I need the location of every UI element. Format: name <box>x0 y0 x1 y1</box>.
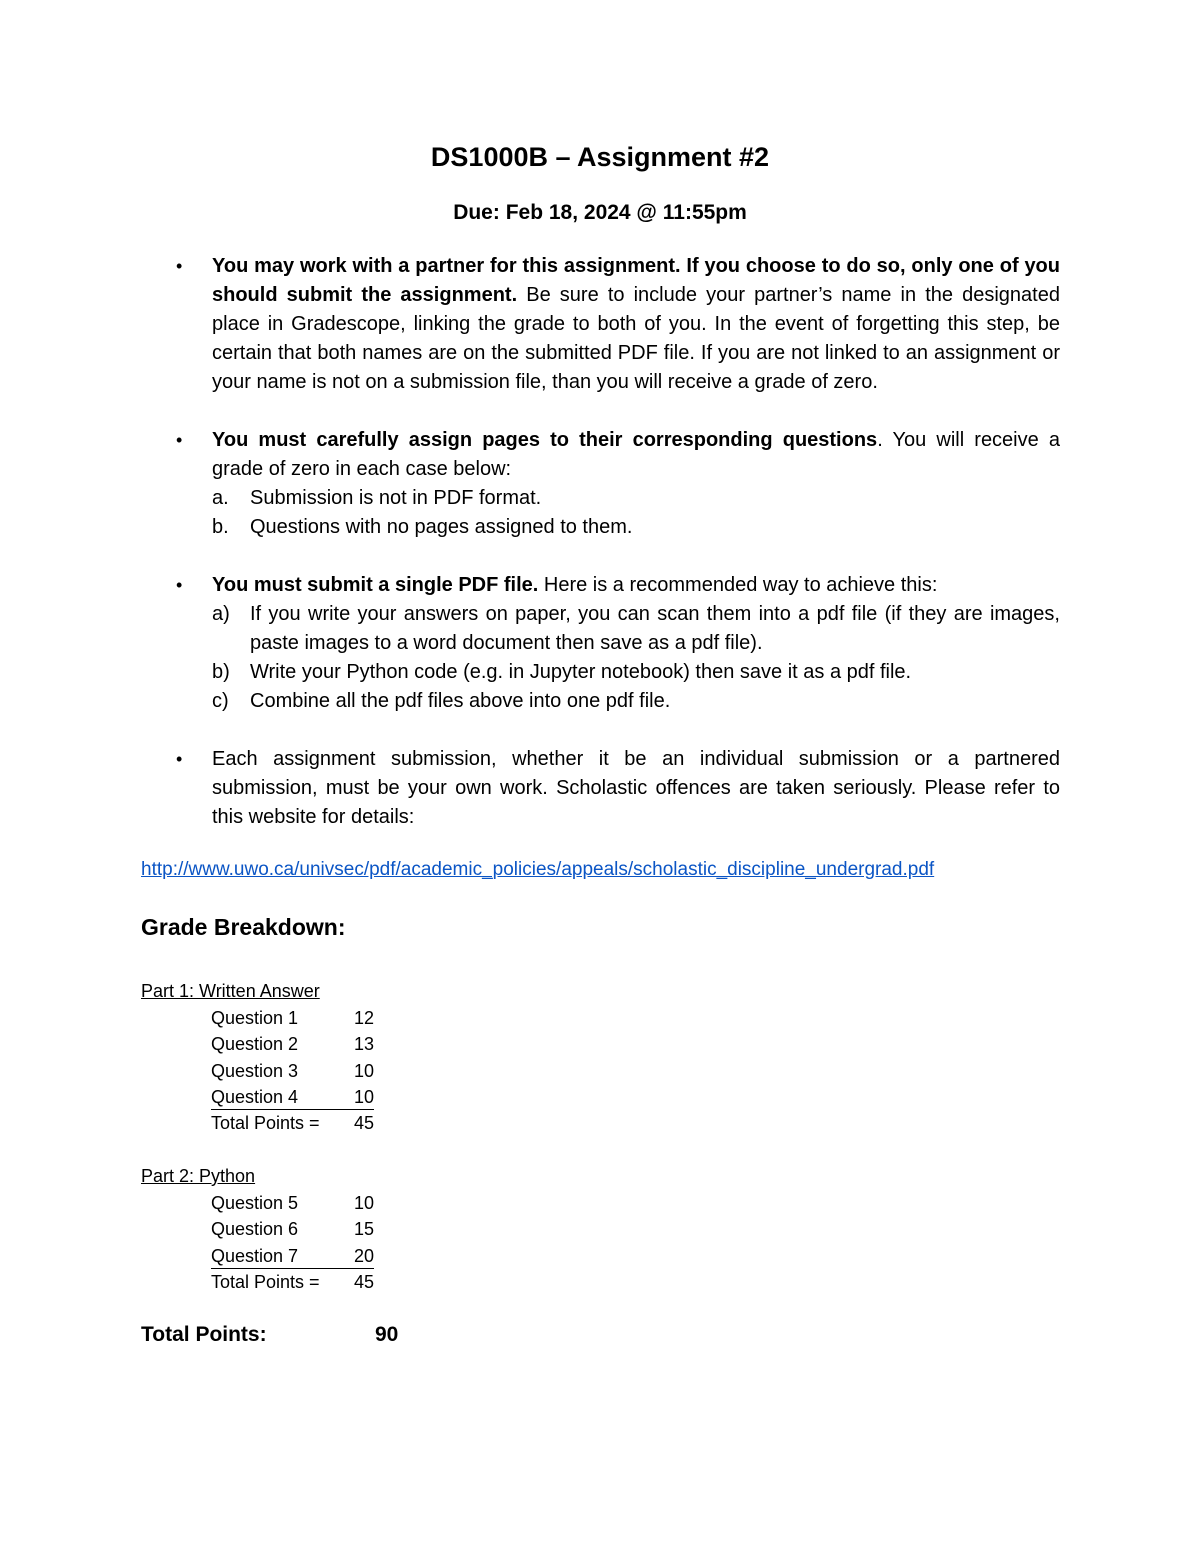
instructions-list <box>170 252 1060 832</box>
bullet-icon: • <box>176 749 183 769</box>
sub-list-item <box>212 513 1060 542</box>
sub-marker: b) <box>212 661 230 683</box>
row-label: Question 3 <box>211 1060 299 1081</box>
sub-list-item <box>212 658 1060 687</box>
table-row <box>211 1005 374 1031</box>
row-label: Question 6 <box>211 1219 299 1240</box>
instruction-bold-text: You must submit a single PDF file. <box>212 574 539 596</box>
row-label: Total Points = <box>211 1271 320 1292</box>
sub-text: If you write your answers on paper, you can scan them into a pdf file (if they are images, paste images to a word document then save as a pdf file). <box>250 603 1060 654</box>
grade-breakdown-heading: Grade Breakdown: <box>141 914 346 940</box>
sub-text: Submission is not in PDF format. <box>250 487 542 509</box>
row-value: 20 <box>353 1245 374 1266</box>
instruction-bold-text: You may work with a partner for this assignment. If you choose to do so, only one of you should submit the assignment. <box>212 255 1060 306</box>
instruction-bold-text: You must carefully assign pages to their corresponding questions <box>212 429 878 451</box>
row-value: 15 <box>353 1219 374 1240</box>
total-points-value: 90 <box>375 1323 399 1346</box>
bullet-icon: • <box>176 256 183 276</box>
sub-marker: a) <box>212 603 230 625</box>
row-label: Question 7 <box>211 1245 299 1266</box>
sub-list <box>212 484 1060 542</box>
part2-title: Part 2: Python <box>141 1166 256 1186</box>
table-row <box>211 1216 374 1242</box>
row-value: 10 <box>353 1193 374 1213</box>
instruction-text: Be sure to include your partner’s name in the designated place in Gradescope, linking the grade to both of you. In the event of forgetting this step, be certain that both names are on the submitted PDF file. If you are not linked to an assignment or your name is not on a submission file, than you will receive a grade of zero. <box>212 284 1060 393</box>
row-label: Question 2 <box>211 1034 299 1055</box>
instruction-text: . You will receive a grade of zero in each case below: <box>212 429 1060 480</box>
total-points-label: Total Points: <box>141 1323 267 1346</box>
page-title: DS1000B – Assignment #2 <box>430 142 770 172</box>
row-value: 45 <box>353 1271 374 1292</box>
table-row <box>211 1031 374 1057</box>
table-row <box>211 1190 374 1216</box>
sub-text: Write your Python code (e.g. in Jupyter notebook) then save it as a pdf file. <box>250 661 912 683</box>
sub-list-item <box>212 484 1060 513</box>
list-item <box>170 571 1060 716</box>
row-value: 10 <box>353 1086 374 1107</box>
table-row <box>211 1084 374 1110</box>
total-row <box>211 1269 374 1295</box>
row-label: Question 4 <box>211 1086 299 1107</box>
list-item <box>170 426 1060 542</box>
sub-text: Combine all the pdf files above into one pdf file. <box>250 690 671 712</box>
part2-table <box>211 1190 374 1295</box>
sub-list <box>212 600 1060 716</box>
table-row <box>211 1058 374 1084</box>
row-value: 10 <box>353 1060 374 1081</box>
sub-text: Questions with no pages assigned to them. <box>250 516 633 538</box>
scholastic-discipline-link[interactable]: http://www.uwo.ca/univsec/pdf/academic_policies/appeals/scholastic_discipline_undergrad.pdf <box>141 859 935 880</box>
bullet-icon: • <box>176 430 183 450</box>
row-label: Total Points = <box>211 1112 320 1133</box>
sub-marker: c) <box>212 690 229 712</box>
sub-marker: a. <box>212 487 229 509</box>
row-label: Question 5 <box>211 1193 299 1213</box>
list-item <box>170 252 1060 397</box>
table-row <box>211 1243 374 1269</box>
row-value: 13 <box>353 1034 374 1055</box>
row-value: 12 <box>353 1008 374 1028</box>
due-date: Due: Feb 18, 2024 @ 11:55pm <box>453 201 747 224</box>
total-row <box>211 1110 374 1136</box>
part1-title: Part 1: Written Answer <box>141 981 320 1001</box>
list-item <box>170 745 1060 832</box>
row-value: 45 <box>353 1112 374 1133</box>
instruction-text: Here is a recommended way to achieve this: <box>538 574 938 596</box>
sub-marker: b. <box>212 516 229 538</box>
sub-list-item <box>212 687 1060 716</box>
bullet-icon: • <box>176 575 183 595</box>
part1-table <box>211 1005 374 1136</box>
sub-list-item <box>212 600 1060 658</box>
instruction-text: Each assignment submission, whether it be an individual submission or a partnered submission, must be your own work. Scholastic offences are taken seriously. Please refer to this website for details: <box>212 748 1060 828</box>
row-label: Question 1 <box>211 1008 299 1028</box>
